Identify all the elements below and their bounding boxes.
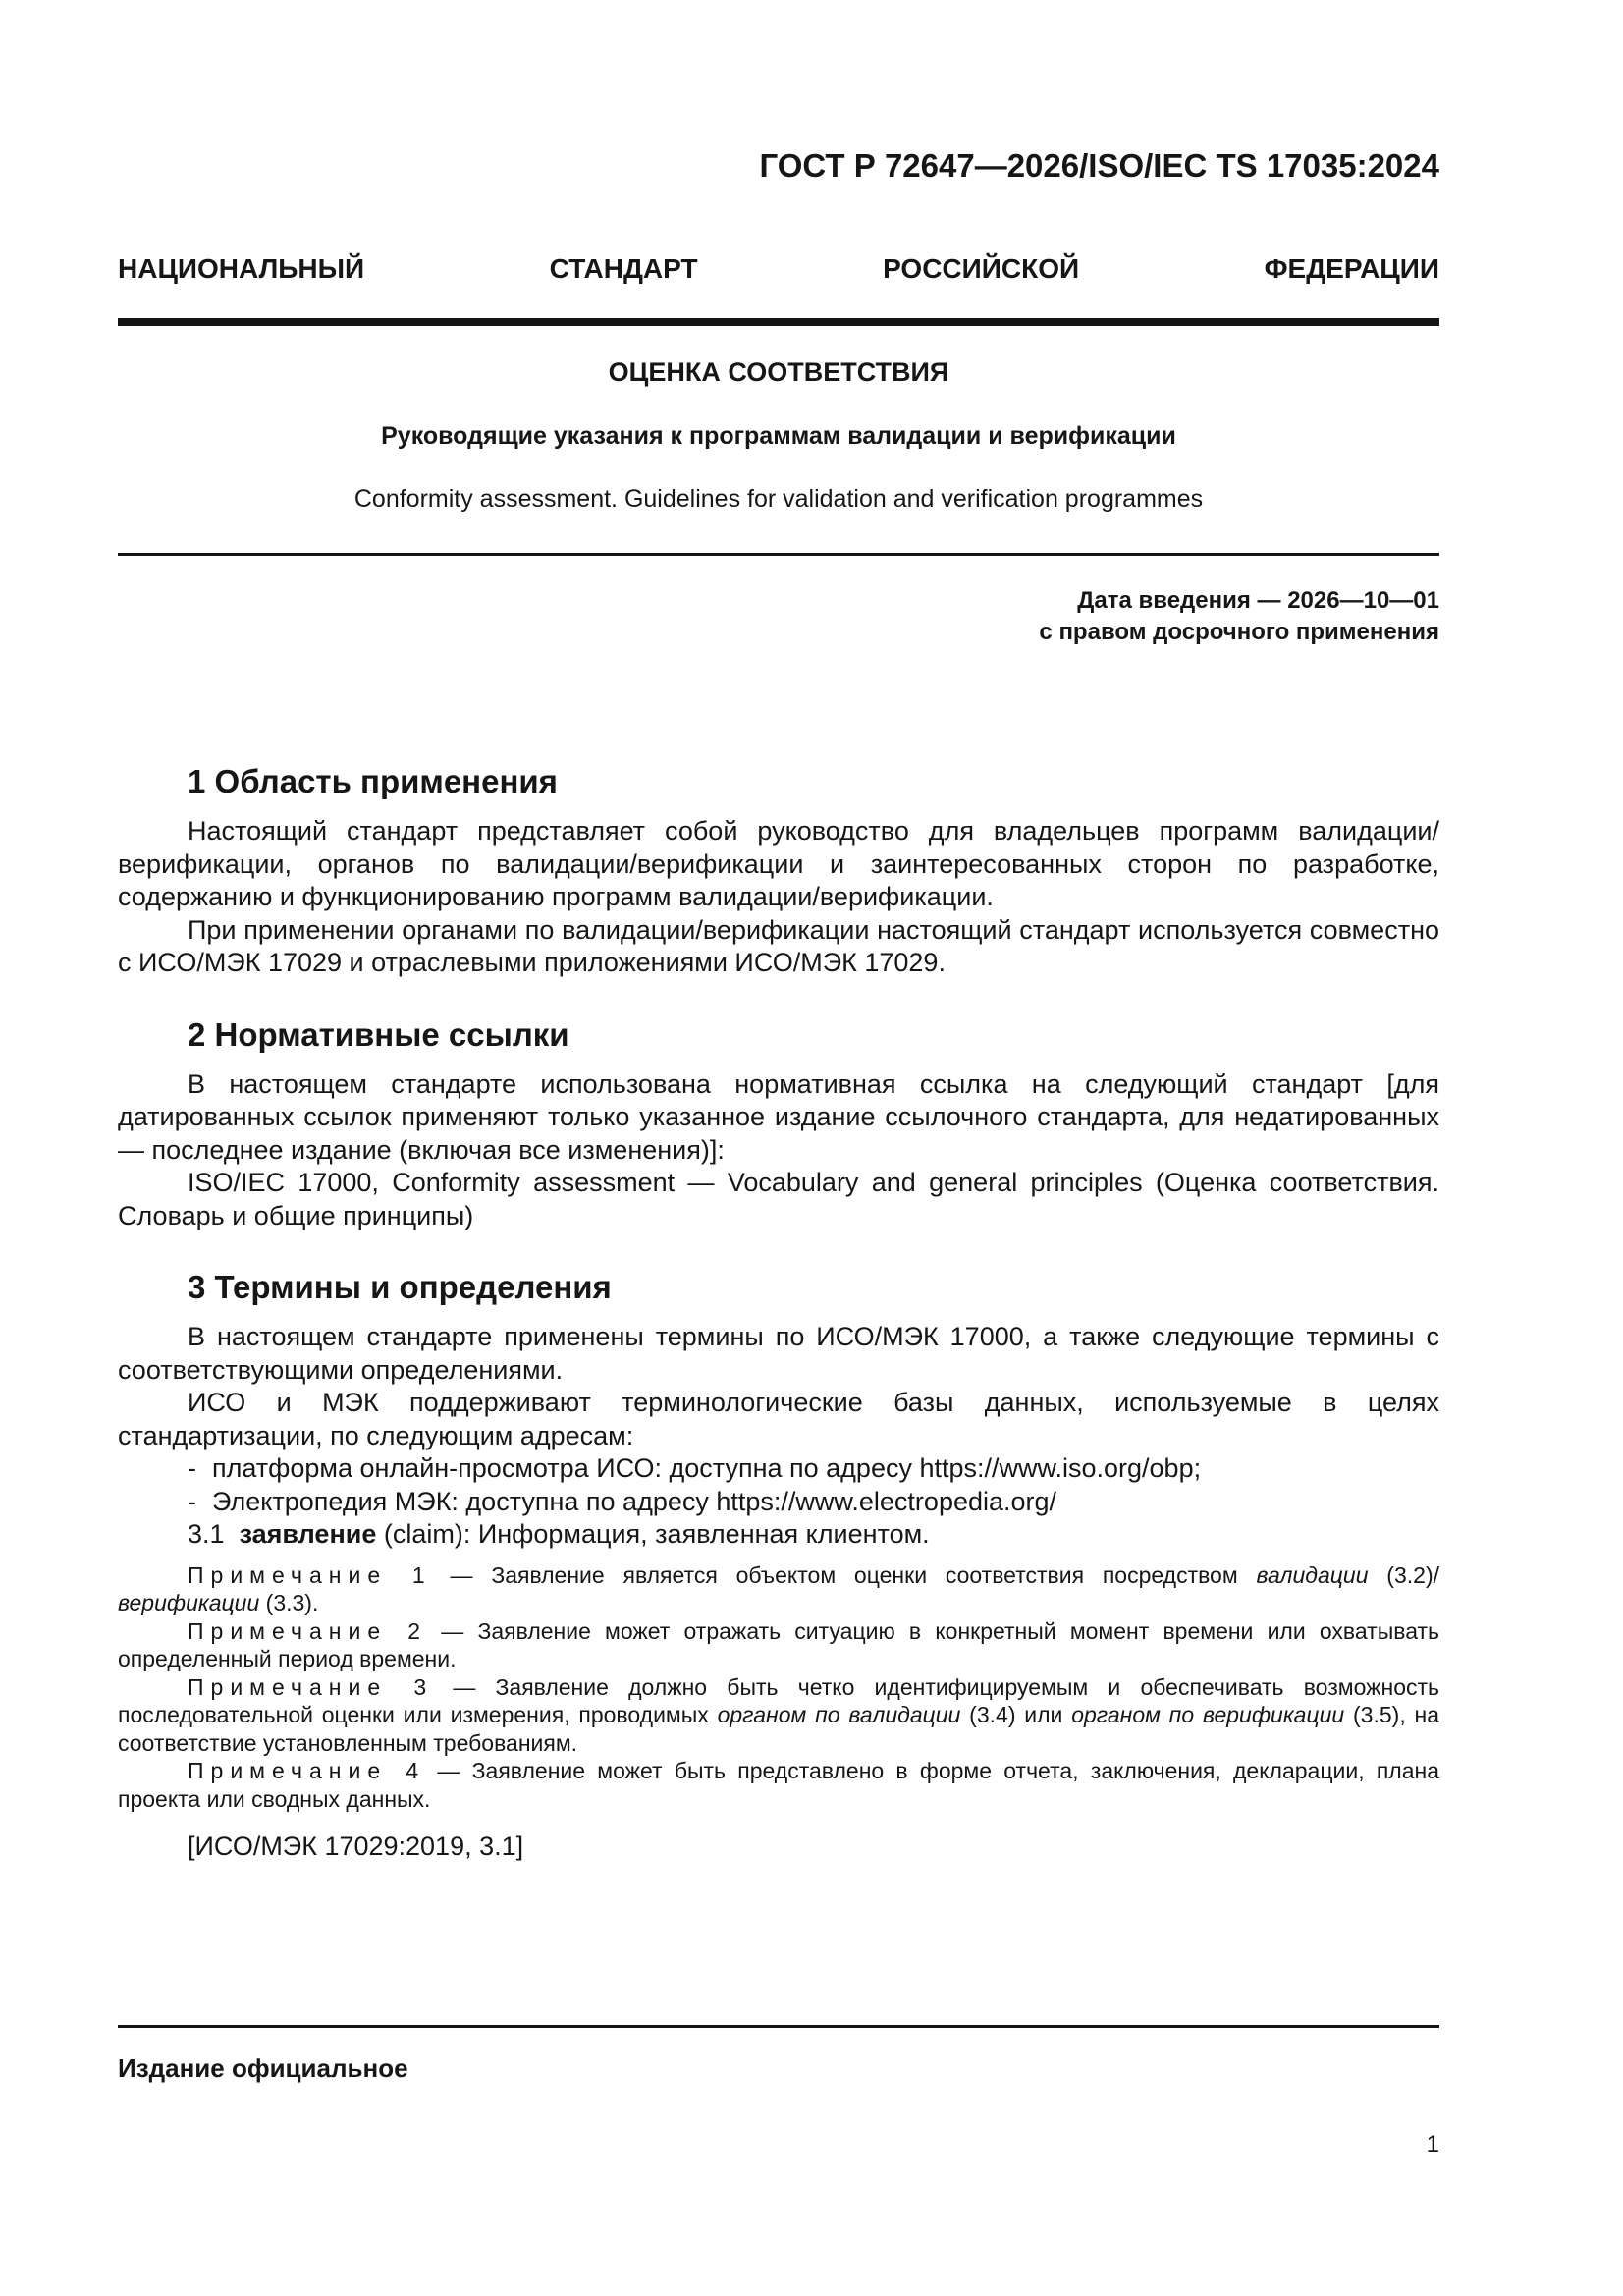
term-number: 3.1 bbox=[188, 1519, 225, 1549]
footer-rule bbox=[118, 2025, 1439, 2028]
paragraph: В настоящем стандарте применены термины по ИСО/МЭК 17000, а также следующие термины с соответствующими определениями. bbox=[118, 1322, 1439, 1385]
effective-date-block bbox=[118, 585, 1439, 648]
list-item-text: Электропедия МЭК: доступна по адресу https://www.electropedia.org/ bbox=[212, 1486, 1057, 1516]
list-item-text: платформа онлайн-просмотра ИСО: доступна по адресу https://www.iso.org/obp; bbox=[212, 1453, 1202, 1483]
document-title-english: Conformity assessment. Guidelines for validation and verification programmes bbox=[353, 485, 1204, 513]
note-text: (3.2)/ bbox=[1368, 1561, 1439, 1588]
note-term-reference: верификации bbox=[118, 1590, 260, 1615]
official-edition-label: Издание официальное bbox=[118, 2053, 408, 2083]
section-heading: 3 Термины и определения bbox=[188, 1269, 612, 1305]
section-normative-references bbox=[118, 1013, 1439, 1233]
paragraph: В настоящем стандарте использована нормативная ссылка на следующий стандарт [для датированных ссылок применяют только указанное издание ссылочного стандарта, для недатированных — последнее издание (включая все изменения)]: bbox=[118, 1068, 1439, 1165]
note: Примечание 1 — Заявление является объектом оценки соответствия посредством валидации (3.2)/верификации (3.3). bbox=[118, 1561, 1439, 1615]
note-text: (3.3). bbox=[259, 1590, 319, 1615]
page-number: 1 bbox=[1426, 2131, 1439, 2158]
reference-entry: ISO/IEC 17000, Conformity assessment — Vocabulary and general principles (Оценка соответствия. Словарь и общие принципы) bbox=[118, 1168, 1439, 1230]
term-definition-text: (claim): Информация, заявленная клиентом. bbox=[376, 1519, 930, 1549]
section-terms-definitions bbox=[118, 1266, 1439, 1864]
note-text: Заявление может отражать ситуацию в конкретный момент времени или охватывать определенный период времени. bbox=[118, 1617, 1439, 1671]
title-rule bbox=[118, 553, 1439, 556]
note: Примечание 3 — Заявление должно быть четко идентифицируемым и обеспечивать возможность последовательной оценки или измерения, проводимых органом по валидации (3.4) или органом по верификации (3.5), на соответствие установленным требованиям. bbox=[118, 1673, 1440, 1756]
section-heading: 1 Область применения bbox=[188, 763, 558, 799]
bullet-dash: - bbox=[188, 1453, 196, 1483]
note-term-reference: органом по валидации bbox=[717, 1702, 961, 1727]
effective-date: Дата введения — 2026—10—01 bbox=[1077, 587, 1439, 614]
note-text: Заявление является объектом оценки соответствия посредством bbox=[491, 1561, 1257, 1588]
note-term-reference: органом по верификации bbox=[1071, 1702, 1345, 1727]
note-text: (3.5), на соответствие установленным требованиям. bbox=[118, 1702, 1440, 1756]
note-term-reference: валидации bbox=[1256, 1561, 1369, 1588]
notes-list bbox=[118, 1561, 1439, 1814]
note-text: Заявление может быть представлено в форме отчета, заключения, декларации, плана проекта или сводных данных. bbox=[118, 1758, 1439, 1812]
note: Примечание 2 — Заявление может отражать ситуацию в конкретный момент времени или охватывать определенный период времени. bbox=[118, 1617, 1439, 1671]
document-body bbox=[118, 760, 1439, 1864]
section-heading: 2 Нормативные ссылки bbox=[188, 1015, 569, 1053]
document-subtitle: Руководящие указания к программам валидации и верификации bbox=[381, 422, 1176, 450]
document-title: ОЦЕНКА СООТВЕТСТВИЯ bbox=[608, 357, 949, 387]
note-text: (3.4) или bbox=[960, 1702, 1072, 1727]
header-thick-rule bbox=[118, 318, 1439, 326]
term-definition bbox=[118, 1518, 1439, 1552]
early-application-note: с правом досрочного применения bbox=[1039, 619, 1439, 645]
paragraph: При применении органами по валидации/верификации настоящий стандарт используется совместно с ИСО/МЭК 17029 и отраслевыми приложениями ИСО/МЭК 17029. bbox=[118, 914, 1439, 977]
note-label: Примечание 3 bbox=[188, 1673, 434, 1700]
term-name: заявление bbox=[239, 1519, 377, 1549]
note-label: Примечание 4 bbox=[188, 1758, 426, 1783]
document-number: ГОСТ Р 72647—2026/ISO/IEC TS 17035:2024 bbox=[759, 147, 1439, 184]
list-item bbox=[118, 1486, 1439, 1519]
note: Примечание 4 — Заявление может быть представлено в форме отчета, заключения, декларации, плана проекта или сводных данных. bbox=[118, 1758, 1439, 1812]
paragraph: Настоящий стандарт представляет собой руководство для владельцев программ валидации/верификации, органов по валидации/верификации и заинтересованных сторон по разработке, содержанию и функционированию программ валидации/верификации. bbox=[118, 816, 1439, 911]
list-item bbox=[118, 1452, 1439, 1486]
note-label: Примечание 1 bbox=[188, 1561, 432, 1588]
paragraph: ИСО и МЭК поддерживают терминологические базы данных, используемые в целях стандартизации, по следующим адресам: bbox=[118, 1388, 1439, 1450]
bullet-dash: - bbox=[188, 1486, 196, 1516]
note-label: Примечание 2 bbox=[188, 1617, 428, 1644]
section-scope bbox=[118, 760, 1439, 980]
note-text: Заявление должно быть четко идентифицируемым и обеспечивать возможность последовательной оценки или измерения, проводимых bbox=[118, 1673, 1440, 1727]
national-standard-banner: НАЦИОНАЛЬНЫЙ СТАНДАРТ РОССИЙСКОЙ ФЕДЕРАЦИИ bbox=[118, 253, 1439, 284]
source-reference: [ИСО/МЭК 17029:2019, 3.1] bbox=[188, 1831, 524, 1861]
